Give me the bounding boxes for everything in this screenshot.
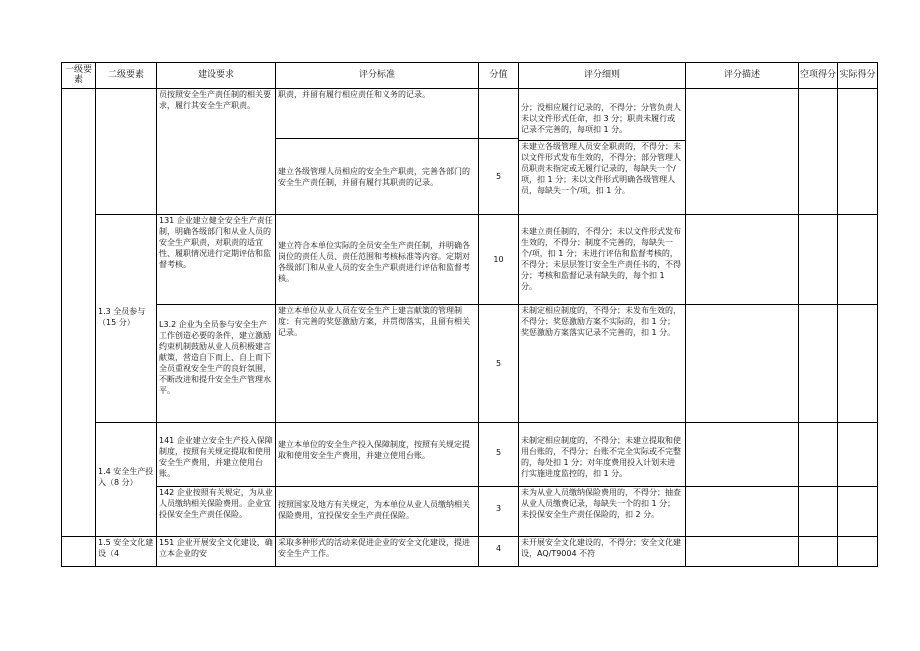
detail-cell: 未建立责任制的，不得分；未以文件形式发布生效的，不得分；制度不完善的，每缺失一个/项，扣 1 分；未进行评估和监督考核的，不得分；未层层签订安全生产责任书的，不得分；考核和监督记录有缺失的，每个扣 1 分。 <box>521 227 681 291</box>
standard-cell: 建立本单位从业人员在安全生产上建言献策的管理制度：有完善的奖惩激励方案，并贯彻落实，且留有相关记录。 <box>278 306 470 337</box>
requirement-cell: 142 企业按照有关规定，为从业人员缴纳相关保险费用。企业宜投保安全生产责任保险。 <box>159 488 273 519</box>
grid-line <box>156 304 878 305</box>
level1-cell: 1.5 安全文化建设（4 <box>98 538 154 558</box>
detail-cell: 分；没相应履行记录的，不得分；分管负责人未以文件形式任命，扣 3 分；职责未履行或记录不完善的，每项扣 1 分。 <box>521 103 681 134</box>
requirement-cell: 员按照安全生产责任制的相关要求，履行其安全生产职责。 <box>159 90 271 110</box>
requirement-cell: 131 企业建立健全安全生产责任制，明确各级部门和从业人员的安全生产职责，对职责的适宜性、履职情况进行定期评估和监督考核。 <box>159 216 273 269</box>
level1-cell: 1.4 安全生产投入（8 分） <box>98 467 154 487</box>
grid-line <box>837 62 838 566</box>
score-cell: 5 <box>495 172 502 181</box>
standard-cell: 职责，并留有履行相应责任和义务的记录。 <box>278 90 430 99</box>
standard-cell: 建立符合本单位实际的全员安全生产责任制，并明确各岗位的责任人员、责任范围和考核标准等内容。定期对各级部门和从业人员的安全生产职责进行评估和监督考核。 <box>278 241 470 283</box>
score-cell: 5 <box>495 448 502 457</box>
grid-line <box>685 62 686 566</box>
grid-line <box>877 62 878 566</box>
requirement-cell: L3.2 企业为全员参与安全生产工作创造必要的条件，建立激励约束机制鼓励从业人员积极建言献策，营造自下而上、自上而下全员重视安全生产的良好氛围，不断改进和提升安全生产管理水平。 <box>159 320 271 395</box>
detail-cell: 未开展安全文化建设的，不得分；安全文化建设，AQ/T9004 不符 <box>521 538 681 558</box>
detail-cell: 未建立各级管理人员安全职责的，不得分；未以文件形式发布生效的，不得分；部分管理人员职责未指定或无履行记录的，每缺失一个/项，扣 1 分；未以文件形式明确各级管理人员，每缺失一个/项，扣 1 分。 <box>521 142 681 195</box>
header-description: 评分描述 <box>723 70 760 80</box>
detail-cell: 未为从业人员缴纳保险费用的，不得分；抽查从业人员缴费记录，每缺失一个的扣 1 分；未投保安全生产责任保险的，扣 2 分。 <box>521 488 681 519</box>
requirement-cell: 141 企业建立安全生产投入保障制度，按照有关规定提取和使用安全生产费用，并建立使用台账。 <box>159 436 273 478</box>
header-empty-score: 空项得分 <box>799 70 836 80</box>
grid-line <box>61 62 62 566</box>
header-actual-score: 实际得分 <box>839 70 876 80</box>
detail-cell: 未制定相应制度的，不得分；未发布生效的，不得分；奖惩激励方案不实际的，扣 1 分；奖惩激励方案落实记录不完善的，扣 1 分。 <box>521 306 681 337</box>
grid-line <box>61 566 878 567</box>
requirement-cell: 151 企业开展安全文化建设，确立本企业的安 <box>159 538 273 558</box>
detail-cell: 未制定相应制度的，不得分；未建立提取和使用台账的，不得分；台账不完全实际或不完整的，每处扣 1 分；对年度费用投入计划未进行实施进度监控的，扣 1 分。 <box>521 436 681 478</box>
grid-line <box>95 422 878 423</box>
score-cell: 3 <box>495 504 502 513</box>
score-cell: 10 <box>493 255 504 264</box>
header-level2: 二级要素 <box>107 70 144 80</box>
header-level1: 一级要素 <box>64 65 92 85</box>
standard-cell: 按照国家及地方有关规定，为本单位从业人员缴纳相关保险费用，宜投保安全生产责任保险。 <box>278 500 470 520</box>
score-cell: 4 <box>495 544 502 553</box>
assessment-table <box>61 62 878 566</box>
standard-cell: 建立各级管理人员相应的安全生产职责，完善各部门的安全生产责任制，并留有履行其职责的记录。 <box>278 166 470 187</box>
standard-cell: 建立本单位的安全生产投入保障制度，按照有关规定提取和使用安全生产费用，并建立使用台账。 <box>278 440 470 460</box>
header-requirement: 建设要求 <box>197 70 234 80</box>
grid-line <box>798 62 799 566</box>
level1-cell: 1.3 全员参与（15 分） <box>98 307 146 327</box>
score-cell: 5 <box>495 359 502 368</box>
header-standard: 评分标准 <box>358 70 395 80</box>
header-detail: 评分细则 <box>583 70 620 80</box>
standard-cell: 采取多种形式的活动来促进企业的安全文化建设，提进安全生产工作。 <box>278 538 470 558</box>
header-score: 分值 <box>489 70 508 80</box>
